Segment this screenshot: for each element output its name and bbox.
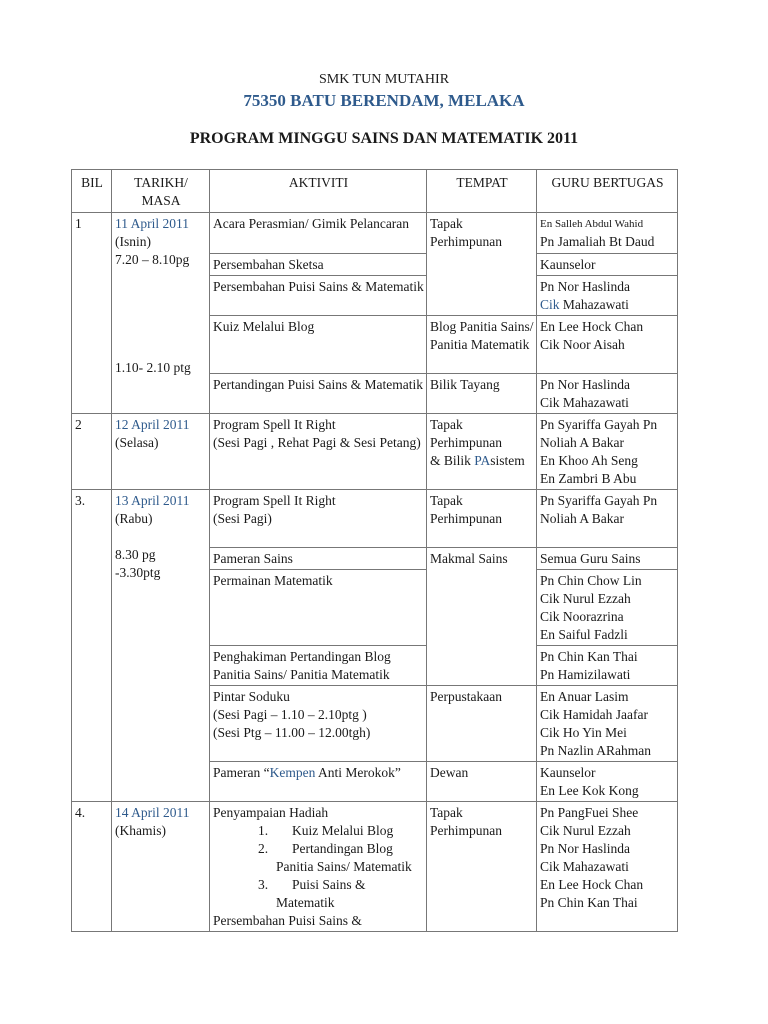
teacher-name: Cik Noor Aisah bbox=[540, 337, 625, 352]
teacher-cell bbox=[537, 490, 678, 548]
school-address: 75350 BATU BERENDAM, MELAKA bbox=[243, 91, 525, 110]
table-header-row bbox=[72, 170, 678, 213]
place-cell: Bilik Tayang bbox=[427, 374, 537, 414]
teacher-name: En Anuar Lasim bbox=[540, 689, 629, 704]
table-row bbox=[72, 414, 678, 490]
teacher-name: Cik Hamidah Jaafar bbox=[540, 707, 648, 722]
teacher-name: En Saiful Fadzli bbox=[540, 627, 628, 642]
place-cell: Perpustakaan bbox=[427, 686, 537, 762]
col-guru: GURU BERTUGAS bbox=[537, 170, 678, 213]
activity-cell: Pameran Sains bbox=[210, 548, 427, 570]
teacher-name: Pn Nor Haslinda bbox=[540, 841, 630, 856]
teacher-cell bbox=[537, 316, 678, 374]
teacher-cell bbox=[537, 762, 678, 802]
time-text: -3.30ptg bbox=[115, 565, 161, 580]
teacher-name: Pn Chin Kan Thai bbox=[540, 649, 638, 664]
place-text: sistem bbox=[490, 453, 525, 468]
teacher-name: En Lee Kok Kong bbox=[540, 783, 639, 798]
teacher-cell bbox=[537, 374, 678, 414]
activity-title: Persembahan Puisi Sains & bbox=[213, 913, 362, 928]
teacher-cell: Semua Guru Sains bbox=[537, 548, 678, 570]
list-item: 3. Puisi Sains & Matematik bbox=[258, 877, 366, 910]
activity-cell: Persembahan Puisi Sains & Matematik bbox=[210, 276, 427, 316]
activity-text: Pameran “ bbox=[213, 765, 270, 780]
teacher-name: Pn PangFuei Shee bbox=[540, 805, 639, 820]
teacher-name: En Zambri B Abu bbox=[540, 471, 637, 486]
teacher-name: En Lee Hock Chan bbox=[540, 877, 644, 892]
time-text: 7.20 – 8.10pg bbox=[115, 252, 190, 267]
teacher-cell bbox=[537, 686, 678, 762]
teacher-name: En Salleh Abdul Wahid bbox=[540, 218, 644, 230]
pa-link[interactable]: PA bbox=[474, 453, 491, 468]
teacher-name: Pn Nor Haslinda bbox=[540, 377, 630, 392]
teacher-name: Pn Nazlin ARahman bbox=[540, 743, 651, 758]
place-cell: Makmal Sains bbox=[427, 548, 537, 686]
teacher-name: Mahazawati bbox=[562, 297, 629, 312]
place-text: Tapak Perhimpunan bbox=[430, 417, 502, 450]
teacher-name: Pn Nor Haslinda bbox=[540, 279, 630, 294]
teacher-name: Pn Chin Chow Lin bbox=[540, 573, 642, 588]
activity-cell: Acara Perasmian/ Gimik Pelancaran bbox=[210, 213, 427, 254]
activity-cell bbox=[210, 414, 427, 490]
day-text: (Selasa) bbox=[115, 435, 159, 450]
teacher-name: Noliah A Bakar bbox=[540, 435, 624, 450]
teacher-name: Cik Mahazawati bbox=[540, 859, 629, 874]
list-item: 1. Kuiz Melalui Blog bbox=[258, 823, 394, 838]
teacher-cell bbox=[537, 646, 678, 686]
place-cell: Tapak Perhimpunan bbox=[427, 213, 537, 316]
teacher-name: Pn Chin Kan Thai bbox=[540, 895, 638, 910]
activity-title: Penyampaian Hadiah bbox=[213, 805, 329, 820]
activity-cell bbox=[210, 802, 427, 932]
list-item: 2. Pertandingan Blog Panitia Sains/ Matematik bbox=[258, 841, 412, 874]
teacher-name: En Khoo Ah Seng bbox=[540, 453, 638, 468]
schedule-table bbox=[71, 169, 678, 932]
bil-cell: 3. bbox=[72, 490, 112, 802]
place-cell: Tapak Perhimpunan bbox=[427, 490, 537, 548]
place-cell: Tapak Perhimpunan bbox=[427, 802, 537, 932]
activity-cell: Pertandingan Puisi Sains & Matematik bbox=[210, 374, 427, 414]
col-tarikh: TARIKH/ MASA bbox=[112, 170, 210, 213]
teacher-name: Cik Ho Yin Mei bbox=[540, 725, 627, 740]
day-text: (Isnin) bbox=[115, 234, 151, 249]
place-cell: Blog Panitia Sains/ Panitia Matematik bbox=[427, 316, 537, 374]
table-row bbox=[72, 490, 678, 548]
date-cell bbox=[112, 490, 210, 802]
prize-list bbox=[213, 822, 424, 912]
document-title: PROGRAM MINGGU SAINS DAN MATEMATIK 2011 bbox=[189, 130, 579, 147]
school-name: SMK TUN MUTAHIR bbox=[318, 72, 450, 87]
date-link[interactable]: 14 April 2011 bbox=[115, 805, 190, 820]
time-text: 8.30 pg bbox=[115, 547, 156, 562]
date-link[interactable]: 13 April 2011 bbox=[115, 493, 190, 508]
activity-title: Program Spell It Right bbox=[213, 493, 336, 508]
teacher-name: Cik Nurul Ezzah bbox=[540, 823, 631, 838]
date-link[interactable]: 12 April 2011 bbox=[115, 417, 190, 432]
date-cell bbox=[112, 414, 210, 490]
teacher-name: Cik Mahazawati bbox=[540, 395, 629, 410]
kempen-link[interactable]: Kempen bbox=[269, 765, 316, 780]
col-tempat: TEMPAT bbox=[427, 170, 537, 213]
teacher-name: Pn Syariffa Gayah Pn bbox=[540, 417, 658, 432]
activity-detail: (Sesi Pagi – 1.10 – 2.10ptg ) bbox=[213, 707, 367, 722]
teacher-cell bbox=[537, 276, 678, 316]
activity-cell bbox=[210, 686, 427, 762]
activity-cell: Penghakiman Pertandingan Blog Panitia Sains/ Panitia Matematik bbox=[210, 646, 427, 686]
cik-link[interactable]: Cik bbox=[540, 297, 560, 312]
teacher-cell bbox=[537, 570, 678, 646]
teacher-name: En Lee Hock Chan bbox=[540, 319, 644, 334]
teacher-name: Noliah A Bakar bbox=[540, 511, 624, 526]
teacher-name: Cik Noorazrina bbox=[540, 609, 624, 624]
bil-cell: 2 bbox=[72, 414, 112, 490]
teacher-name: Cik Nurul Ezzah bbox=[540, 591, 631, 606]
teacher-name: Pn Syariffa Gayah Pn bbox=[540, 493, 658, 508]
teacher-cell bbox=[537, 414, 678, 490]
activity-detail: (Sesi Pagi) bbox=[213, 511, 272, 526]
teacher-name: Kaunselor bbox=[540, 765, 596, 780]
activity-detail: (Sesi Ptg – 11.00 – 12.00tgh) bbox=[213, 725, 371, 740]
date-link[interactable]: 11 April 2011 bbox=[115, 216, 189, 231]
bil-cell: 4. bbox=[72, 802, 112, 932]
teacher-cell bbox=[537, 213, 678, 254]
place-cell: Dewan bbox=[427, 762, 537, 802]
place-text: & Bilik bbox=[430, 453, 475, 468]
activity-cell: Permainan Matematik bbox=[210, 570, 427, 646]
teacher-cell bbox=[537, 802, 678, 932]
activity-title: Program Spell It Right bbox=[213, 417, 336, 432]
col-bil: BIL bbox=[72, 170, 112, 213]
time-text: 1.10- 2.10 ptg bbox=[115, 360, 191, 375]
day-text: (Rabu) bbox=[115, 511, 153, 526]
bil-cell: 1 bbox=[72, 213, 112, 414]
place-cell bbox=[427, 414, 537, 490]
teacher-name: Pn Jamaliah Bt Daud bbox=[540, 234, 655, 249]
teacher-name: Pn Hamizilawati bbox=[540, 667, 631, 682]
activity-detail: (Sesi Pagi , Rehat Pagi & Sesi Petang) bbox=[213, 435, 421, 450]
activity-title: Pintar Soduku bbox=[213, 689, 290, 704]
day-text: (Khamis) bbox=[115, 823, 166, 838]
activity-cell: Persembahan Sketsa bbox=[210, 254, 427, 276]
activity-cell bbox=[210, 490, 427, 548]
activity-text: Anti Merokok” bbox=[315, 765, 401, 780]
date-cell bbox=[112, 213, 210, 414]
col-aktiviti: AKTIVITI bbox=[210, 170, 427, 213]
table-row bbox=[72, 213, 678, 254]
teacher-cell: Kaunselor bbox=[537, 254, 678, 276]
activity-cell: Kuiz Melalui Blog bbox=[210, 316, 427, 374]
date-cell bbox=[112, 802, 210, 932]
table-row bbox=[72, 802, 678, 932]
activity-cell bbox=[210, 762, 427, 802]
